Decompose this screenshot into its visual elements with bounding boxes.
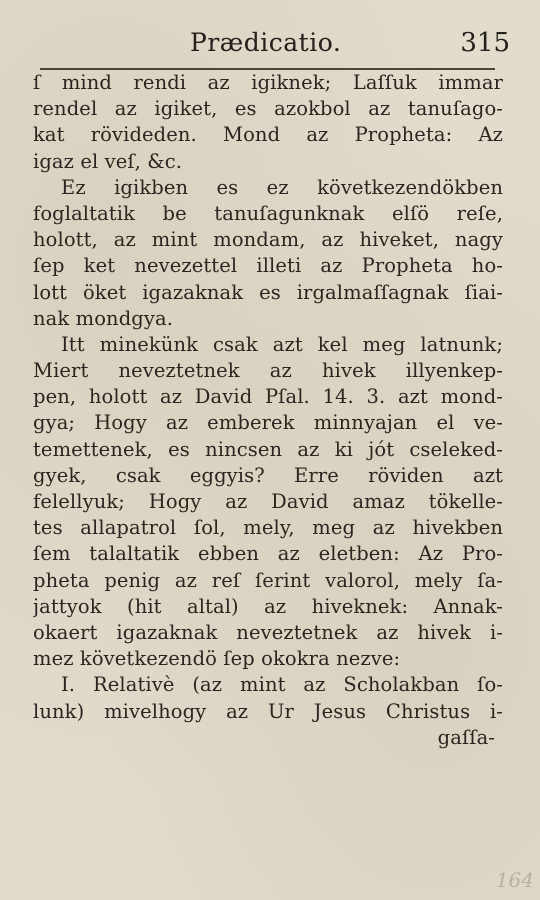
text-line: temettenek, es nincsen az ki jót cseleked- xyxy=(33,437,503,461)
page-header xyxy=(40,28,510,68)
text-line: igaz el veſ, &c. xyxy=(33,149,183,173)
text-line: kat rövideden. Mond az Propheta: Az xyxy=(33,123,503,147)
running-title: Prædicatio. xyxy=(190,28,342,57)
body-text xyxy=(33,70,503,751)
text-line: ſep ket nevezettel illeti az Propheta ho- xyxy=(33,254,503,278)
text-line: foglaltatik be tanuſagunknak elſö reſe, xyxy=(33,201,503,225)
catchword: gaſſa- xyxy=(437,725,495,749)
text-line: rendel az igiket, es azokbol az tanuſago- xyxy=(33,97,503,121)
text-line: gya; Hogy az emberek minnyajan el ve- xyxy=(33,411,503,435)
page-number: 315 xyxy=(460,28,510,58)
text-line: ſ mind rendi az igiknek; Laſſuk immar xyxy=(33,71,503,94)
text-line: Miert neveztetnek az hivek illyenkep- xyxy=(33,359,503,383)
text-line: lunk) mivelhogy az Ur Jesus Christus i- xyxy=(33,699,503,723)
text-line: tes allapatrol ſol, mely, meg az hivekben xyxy=(33,516,503,540)
text-line: mez következendö ſep okokra nezve: xyxy=(33,647,401,671)
text-line: felellyuk; Hogy az David amaz tökelle- xyxy=(33,490,503,513)
text-line: Ez igikben es ez következendökben xyxy=(61,175,503,199)
text-line: holott, az mint mondam, az hiveket, nagy xyxy=(33,228,503,252)
corner-mark: 164 xyxy=(495,868,534,892)
text-line: jattyok (hit altal) az hiveknek: Annak- xyxy=(33,594,503,618)
text-line: pheta penig az reſ ſerint valorol, mely ſa- xyxy=(33,568,503,592)
text-line: pen, holott az David Pſal. 14. 3. azt mond- xyxy=(33,385,503,409)
text-line: lott öket igazaknak es irgalmaſſagnak ſiai- xyxy=(33,280,503,304)
text-line: ſem talaltatik ebben az eletben: Az Pro- xyxy=(33,542,503,566)
text-line: okaert igazaknak neveztetnek az hivek i- xyxy=(33,620,503,644)
text-line: Itt minekünk csak azt kel meg latnunk; xyxy=(61,332,503,356)
text-line: nak mondgya. xyxy=(33,306,173,330)
text-line: I. Relativè (az mint az Scholakban ſo- xyxy=(61,673,503,697)
text-line: gyek, csak eggyis? Erre röviden azt xyxy=(33,463,503,487)
